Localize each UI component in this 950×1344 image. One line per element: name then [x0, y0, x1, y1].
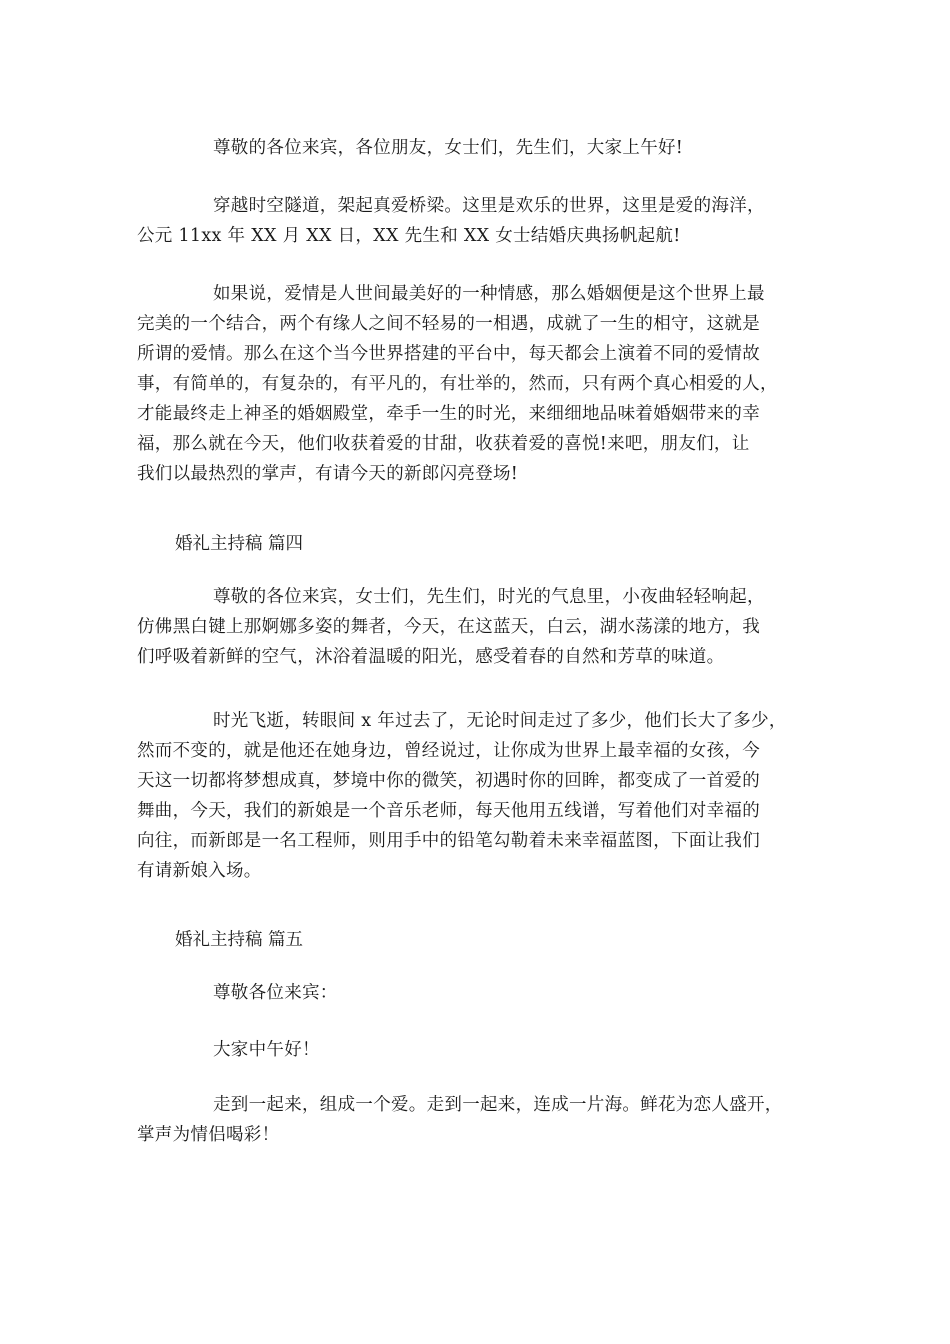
- section-heading-4: 婚礼主持稿 篇四: [175, 534, 304, 554]
- paragraph-opening: [137, 191, 817, 251]
- paragraph-together: [137, 1090, 817, 1150]
- text-line: 我们以最热烈的掌声，有请今天的新郎闪亮登场!: [137, 464, 519, 484]
- text-line: 尊敬的各位来宾，各位朋友，女士们，先生们，大家上午好!: [213, 138, 684, 158]
- paragraph-noon: [137, 1035, 817, 1065]
- text-line: 才能最终走上神圣的婚姻殿堂，牵手一生的时光，来细细地品味着婚姻带来的幸: [137, 404, 760, 424]
- text-line: 如果说，爱情是人世间最美好的一种情感，那么婚姻便是这个世界上最: [213, 284, 765, 304]
- text-line: 时光飞逝，转眼间 x 年过去了，无论时间走过了多少，他们长大了多少，: [213, 711, 787, 731]
- text-line: 穿越时空隧道，架起真爱桥梁。这里是欢乐的世界，这里是爱的海洋，: [213, 196, 765, 216]
- text-line: 仿佛黑白键上那婀娜多姿的舞者，今天，在这蓝天，白云，湖水荡漾的地方，我: [137, 617, 760, 637]
- text-line: 们呼吸着新鲜的空气，沐浴着温暖的阳光，感受着春的自然和芳草的味道。: [137, 647, 725, 667]
- text-line: 舞曲，今天，我们的新娘是一个音乐老师，每天他用五线谱，写着他们对幸福的: [137, 801, 760, 821]
- text-line: 走到一起来，组成一个爱。走到一起来，连成一片海。鲜花为恋人盛开，: [213, 1095, 783, 1115]
- text-line: 尊敬的各位来宾，女士们，先生们，时光的气息里，小夜曲轻轻响起，: [213, 587, 765, 607]
- text-line: 完美的一个结合，两个有缘人之间不轻易的一相遇，成就了一生的相守，这就是: [137, 314, 760, 334]
- text-line: 福，那么就在今天，他们收获着爱的甘甜，收获着爱的喜悦!来吧，朋友们，让: [137, 434, 750, 454]
- text-line: 天这一切都将梦想成真，梦境中你的微笑，初遇时你的回眸，都变成了一首爱的: [137, 771, 760, 791]
- text-line: 尊敬各位来宾：: [213, 983, 338, 1003]
- text-line: 公元 11xx 年 XX 月 XX 日，XX 先生和 XX 女士结婚庆典扬帆起航!: [137, 226, 681, 246]
- text-line: 事，有简单的，有复杂的，有平凡的，有壮举的，然而，只有两个真心相爱的人，: [137, 374, 778, 394]
- paragraph-evening: [137, 582, 817, 672]
- text-line: 大家中午好！: [213, 1040, 320, 1060]
- paragraph-time: [137, 706, 817, 886]
- text-line: 然而不变的，就是他还在她身边，曾经说过，让你成为世界上最幸福的女孩，今: [137, 741, 760, 761]
- paragraph-greeting: [137, 133, 817, 163]
- paragraph-guests: [137, 978, 817, 1008]
- text-line: 有请新娘入场。: [137, 861, 262, 881]
- section-heading-5: 婚礼主持稿 篇五: [175, 930, 304, 950]
- paragraph-love: [137, 279, 817, 489]
- text-line: 向往，而新郎是一名工程师，则用手中的铅笔勾勒着未来幸福蓝图，下面让我们: [137, 831, 760, 851]
- text-line: 所谓的爱情。那么在这个当今世界搭建的平台中，每天都会上演着不同的爱情故: [137, 344, 760, 364]
- text-line: 掌声为情侣喝彩！: [137, 1125, 280, 1145]
